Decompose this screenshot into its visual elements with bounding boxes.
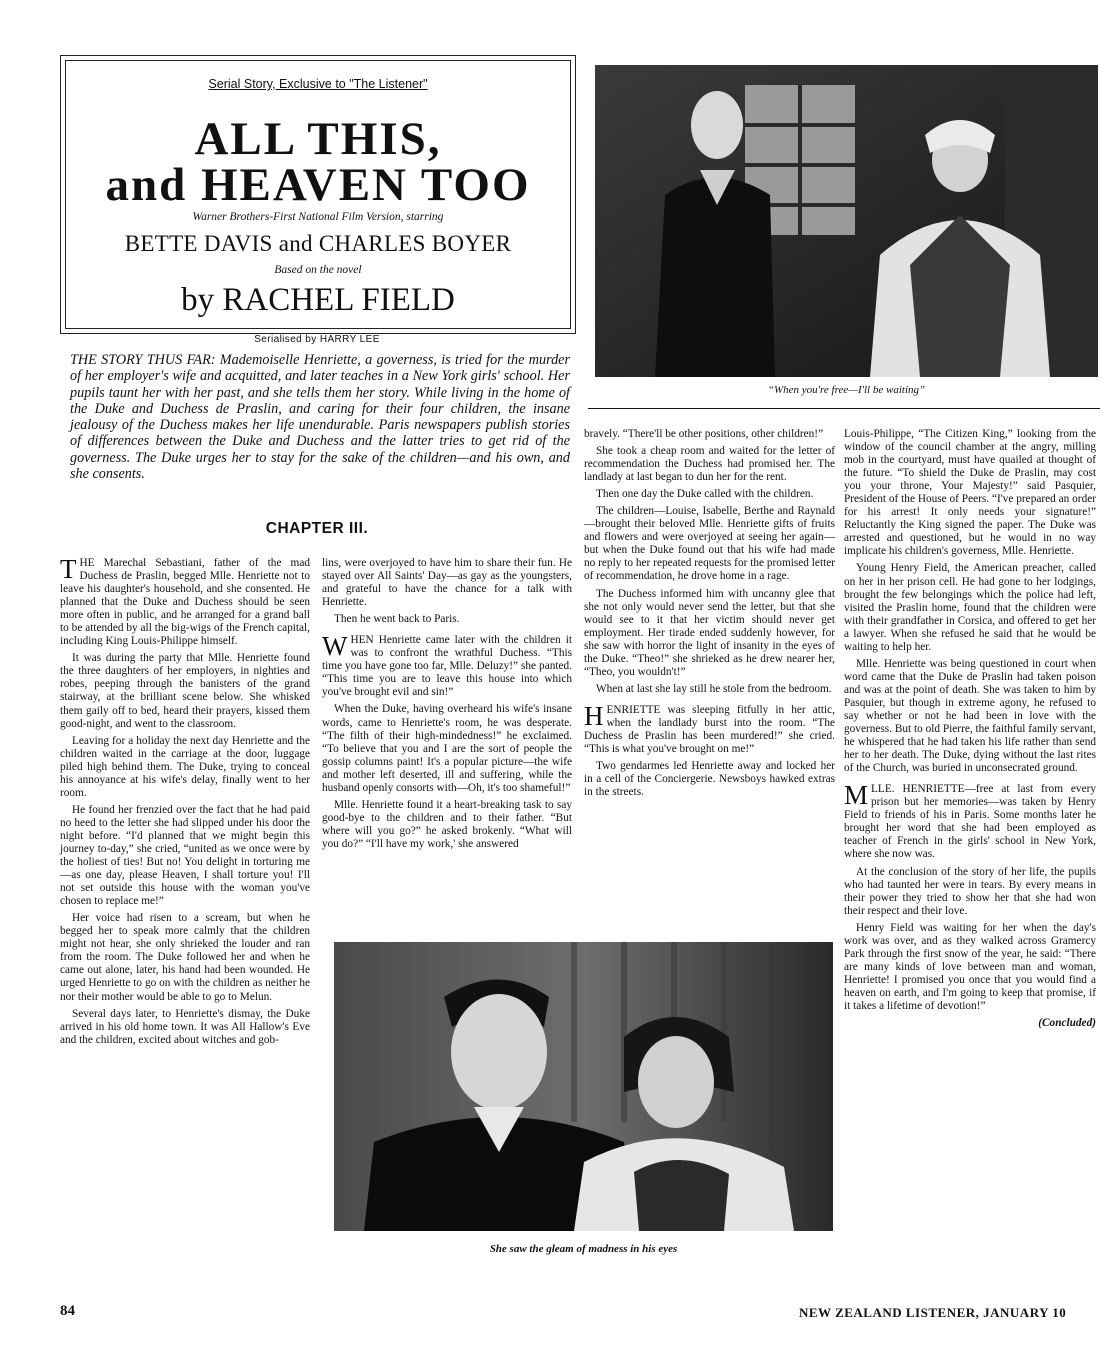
film-still-bottom <box>334 942 833 1231</box>
paragraph: The children—Louise, Isabelle, Berthe and Raynald—brought their beloved Mlle. Henriette gifts of fruits and flowers and were overjoyed at seeing her again—but when the Duke found out that his wife had made no reply to her repeated requests for the promised letter of recommendation, he drove home in a rage. <box>584 505 835 583</box>
drop-cap: W <box>322 631 348 662</box>
based-on: Based on the novel <box>274 264 362 276</box>
column-2 <box>322 557 572 855</box>
paragraph: bravely. “There'll be other positions, other children!” <box>584 428 824 440</box>
concluded-note: (Concluded) <box>1038 1017 1096 1030</box>
paragraph: She took a cheap room and waited for the letter of recommendation the Duchess had promised her. The landlady at last began to dun her for the rent. <box>584 445 835 484</box>
paragraph: Several days later, to Henriette's dismay, the Duke arrived in his old home town. It was All Hallow's Eve and the children, excited about witches and gob- <box>60 1007 310 1046</box>
chapter-heading: CHAPTER III. <box>265 520 369 537</box>
drop-cap: M <box>844 780 869 811</box>
paragraph: HENRIETTE was sleeping fitfully in her attic, when the landlady burst into the room. “The Duchess de Praslin has been murdered!” she cried. “This is what you've brought on me!” <box>584 700 835 756</box>
caption-bottom: She saw the gleam of madness in his eyes <box>489 1243 678 1255</box>
column-4 <box>844 428 1096 1030</box>
film-still-top <box>595 65 1098 377</box>
story-title-line1: ALL THIS, <box>194 113 442 165</box>
paragraph: Young Henry Field, the American preacher, called on her in her prison cell. He had gone to her lodgings, brought the few belongings which the police had left, visited the Praslin home, found that the children were with their grandfather in Corsica, and offered to get her a lawyer. When she refused he said that he would be waiting to help her. <box>844 562 1096 653</box>
author-byline: by RACHEL FIELD <box>181 282 455 318</box>
story-title-line2: and HEAVEN TOO <box>105 159 531 211</box>
column-1 <box>60 554 310 1051</box>
masthead-footer: NEW ZEALAND LISTENER, JANUARY 10 <box>799 1305 1067 1320</box>
paragraph: He found her frenzied over the fact that he had paid no heed to the letter she had slipped under his door the night before. “I'd planned that we might begin this journey to-day,” she cried, “united as we once were by the holiest of ties! But no! You delight in torturing me—as one day, please Heaven, I shall torture you! I'll not set outside this house with the woman you've chosen to replace me!” <box>60 803 310 908</box>
paragraph: Louis-Philippe, “The Citizen King,” looking from the window of the council chamber at the angry, milling mob in the courtyard, must have quailed at thought of the future. “To shield the Duke de Praslin, may cost you your throne, Your Majesty!” said Pasquier, President of the House of Peers. “I've prepared an order for his arrest! It only needs your signature!” Reluctantly the King signed the paper. The Duke was arrested and questioned, but he would in no way implicate his children's governess, Mlle. Henriette. <box>844 428 1096 558</box>
paragraph: Two gendarmes led Henriette away and locked her in a cell of the Conciergerie. Newsboys hawked extras in the streets. <box>584 760 835 799</box>
footer-rule <box>60 1296 1100 1297</box>
film-still-top-image <box>595 65 1098 377</box>
paragraph: lins, were overjoyed to have him to share their fun. He stayed over All Saints' Day—as gay as the youngsters, and grateful to have the chance for a talk with Henriette. <box>322 557 572 609</box>
paragraph: The Duchess informed him with uncanny glee that she not only would never send the letter, but that she would see to it that her victim should never get employment. Her tirade ended suddenly however, for she saw with horror the light of insanity in the eyes of the Duke. “Theo!” she shrieked as he drew nearer her, “Theo, you wouldn't!” <box>584 587 835 678</box>
paragraph: It was during the party that Mlle. Henriette found the three daughters of her employers, in nighties and robes, peeping through the banisters of the grand stairway, at the brilliant scene below. She whisked them gaily off to bed, heard their prayers, kissed them good-night, and went to the classroom. <box>60 652 310 730</box>
column-3 <box>584 428 835 803</box>
page-number: 84 <box>60 1303 75 1319</box>
paragraph: When at last she lay still he stole from the bedroom. <box>596 682 832 695</box>
paragraph: Mlle. Henriette found it a heart-breaking task to say good-bye to the children and to their father. “But where will you go?” he asked brokenly. “What will you do?” “I'll have my work,' she answered <box>322 798 572 850</box>
paragraph: THE Marechal Sebastiani, father of the mad Duchess de Praslin, begged Mlle. Henriette not to leave his daughter's household, and she consented. He planned that the Duke and Duchess should be seen more often in public, and he arranged for a grand ball to be attended by all the big-wigs of the French capital, including King Louis-Philippe himself. <box>60 554 310 648</box>
title-box <box>60 55 576 334</box>
drop-cap: T <box>60 554 77 584</box>
paragraph: Then one day the Duke called with the children. <box>596 488 814 501</box>
paragraph: Henry Field was waiting for her when the day's work was over, and as they walked across Gramercy Park through the first snow of the year, he said: “There are many kinds of love between man and woman, Henriette! I promised you once that you would find a heaven on earth, and I'm going to keep that promise, if it takes a lifetime of devotion!” <box>844 921 1096 1012</box>
caption-top: “When you're free—I'll be waiting” <box>767 384 926 396</box>
paragraph: Then he went back to Paris. <box>334 613 460 626</box>
paragraph: Mlle. Henriette was being questioned in court when word came that the Duke de Praslin had taken poison and was at the point of death. She was taken to him by Pasquier, but though in extreme agony, he refused to say whether or not he had been in love with the governess. But to old Pierre, the faithful family servant, he whispered that he had taken his life rather than send her to her death. The Duke, dying without the last rites of the Church, was buried in unconsecrated ground. <box>844 657 1096 775</box>
paragraph: At the conclusion of the story of her life, the pupils who had taunted her were in tears. By every means in their power they tried to show her that she had won their respect and their love. <box>844 865 1096 917</box>
serialised-by: Serialised by HARRY LEE <box>254 334 380 345</box>
drop-cap: H <box>584 700 604 731</box>
paragraph: Her voice had risen to a scream, but when he begged her to speak more calmly that the children might not hear, she only shrieked the louder and ran from the room. The Duke followed her and when he came out alone, later, his hand had been wounded. He urged Henriette to go on with the children as neither he nor their mother would be able to go to Melun. <box>60 912 310 1003</box>
paragraph: MLLE. HENRIETTE—free at last from every prison but her memories—was taken by Henry Field to friends of his in Paris. Some months later he brought her word that she had been employed as teacher of French in the girls' school in New York, where she now was. <box>844 780 1096 861</box>
film-version: Warner Brothers-First National Film Version, starring <box>192 211 444 223</box>
paragraph: WHEN Henriette came later with the children it was to confront the wrathful Duchess. “This time you have gone too far, Mlle. Deluzy!” she panted. “This time you are to leave this house into which you've brought evil and sin!” <box>322 631 572 699</box>
film-stars: BETTE DAVIS and CHARLES BOYER <box>124 231 512 256</box>
divider-top <box>588 408 1100 409</box>
film-still-bottom-image <box>334 942 833 1231</box>
paragraph: Leaving for a holiday the next day Henriette and the children waited in the carriage at the door, luggage piled high behind them. The Duke, trying to conceal his annoyance at his wife's delay, finally went to her room. <box>60 734 310 799</box>
story-so-far: THE STORY THUS FAR: Mademoiselle Henriette, a governess, is tried for the murder of her employer's wife and acquitted, and later teaches in a New York girls' school. Her pupils taunt her with her past, and she tells them her story. While living in the home of the Duke and Duchess de Praslin, and caring for their four children, the insane jealousy of the Duchess makes her life unendurable. Paris newspapers publish stories of differences between the Duke and Duchess and the latter tries to get rid of the governess. The Duke urges her to stay for the sake of the children—and his own, and she consents. <box>70 352 570 483</box>
paragraph: When the Duke, having overheard his wife's insane words, came to Henriette's room, he was desperate. “The filth of their high-mindedness!” he exclaimed. “To believe that you and I are the sort of people the gossip columns paint! It's a popular picture—the wife and mother left deserted, ill and suffering, while the husband openly consorts with—Oh, it's too shameful!” <box>322 703 572 794</box>
serial-notice: Serial Story, Exclusive to "The Listener" <box>208 77 428 91</box>
